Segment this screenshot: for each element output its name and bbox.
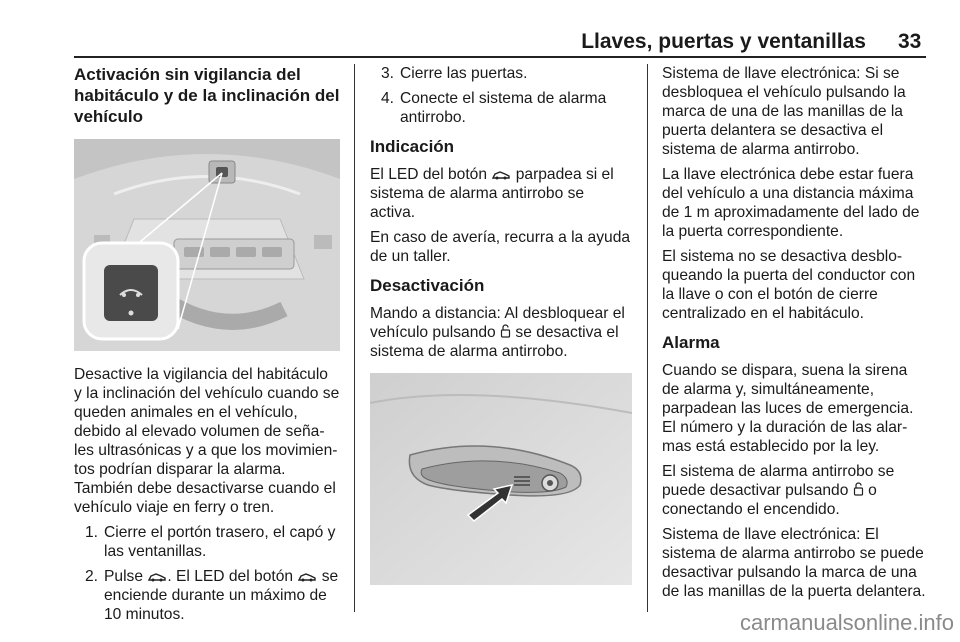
paragraph-led-indication: El LED del botón parpadea si el sistema de alarma antirrobo se activa. bbox=[370, 166, 614, 221]
unlock-icon bbox=[853, 482, 864, 496]
column-3 bbox=[662, 64, 926, 607]
watermark: carmanualsonline.info bbox=[739, 610, 954, 635]
figure-roof-console bbox=[74, 139, 340, 351]
section-heading-alarma: Alarma bbox=[662, 333, 720, 352]
paragraph-not-deactivated: El sistema no se desactiva desblo-queando la puerta del conductor con la llave o con el botón de cierre centralizado en el habitáculo. bbox=[662, 248, 916, 322]
paragraph-key-distance: La llave electrónica debe estar fuera del vehículo a una distancia máxima de 1 m aproximadamente del lado de la puerta correspondiente. bbox=[662, 166, 920, 240]
column-2 bbox=[370, 64, 632, 585]
paragraph-alarm-stop: El sistema de alarma antirrobo se puede desactivar pulsando o conectando el encendido. bbox=[662, 463, 895, 518]
list-item: 2. Pulse . El LED del botón se enciende durante un máximo de 10 minutos. bbox=[84, 568, 339, 623]
column-divider-2 bbox=[647, 64, 648, 612]
running-header-title: Llaves, puertas y ventanillas bbox=[581, 30, 866, 53]
page-number: 33 bbox=[898, 30, 922, 53]
section-heading-deactivation-monitoring: Activación sin vigilancia del habitáculo y de la inclinación del vehículo bbox=[74, 65, 340, 126]
column-divider-1 bbox=[354, 64, 355, 612]
list-item: 1. Cierre el portón trasero, el capó y las ventanillas. bbox=[84, 524, 336, 560]
list-item: 4. Conecte el sistema de alarma antirrobo. bbox=[380, 90, 607, 126]
paragraph-deactivate-reasons: Desactive la vigilancia del habitáculo y la inclinación del vehículo cuando se queden animales en el vehículo, debido al elevado volumen de seña-les ultrasónicas y a que los movimien-tos podrían disparar la alarma. También debe desactivarse cuando el vehículo viaje en ferry o tren. bbox=[74, 366, 340, 516]
paragraph-remote-deactivation: Mando a distancia: Al desbloquear el vehículo pulsando se desactiva el sistema de alarma antirrobo. bbox=[370, 305, 625, 360]
column-1 bbox=[74, 64, 340, 630]
figure-door-handle bbox=[370, 373, 632, 585]
door-handle-illustration bbox=[370, 373, 632, 585]
paragraph-electronic-key-alarm: Sistema de llave electrónica: El sistema de alarma antirrobo se puede desactivar pulsando la marca de una de las manillas de la puerta delantera. bbox=[662, 526, 926, 600]
list-item: 3. Cierre las puertas. bbox=[380, 65, 528, 82]
paragraph-fault-help: En caso de avería, recurra a la ayuda de un taller. bbox=[370, 229, 631, 265]
roof-console-illustration bbox=[74, 139, 340, 351]
paragraph-electronic-key-deactivation: Sistema de llave electrónica: Si se desbloquea el vehículo pulsando la marca de una de las manillas de la puerta delantera se desactiva el sistema de alarma antirrobo. bbox=[662, 65, 906, 158]
section-heading-indicacion: Indicación bbox=[370, 137, 455, 156]
alarm-car-icon bbox=[297, 572, 317, 582]
alarm-car-icon bbox=[491, 170, 511, 180]
paragraph-alarm-triggered: Cuando se dispara, suena la sirena de alarma y, simultáneamente, parpadean las luces de emergencia. El número y la duración de las alar-mas está establecido por la ley. bbox=[662, 362, 914, 455]
section-heading-desactivacion: Desactivación bbox=[370, 276, 485, 295]
header-rule bbox=[74, 56, 926, 58]
alarm-car-icon bbox=[147, 572, 167, 582]
unlock-icon bbox=[500, 324, 511, 338]
